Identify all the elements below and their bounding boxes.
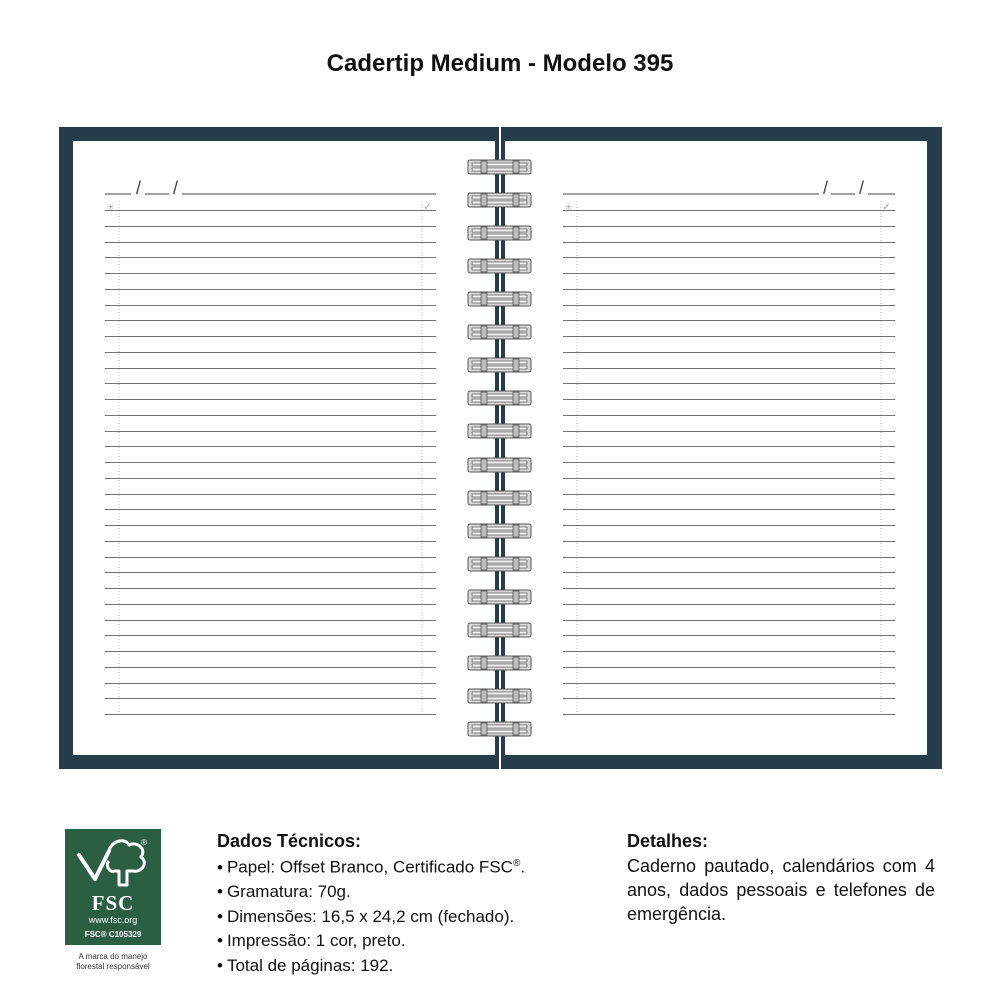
registered-mark: ® [512,858,521,869]
ruled-lines-left [73,141,495,755]
details-text: Caderno pautado, calendários com 4 anos, dados pessoais e telefones de emergência. [627,856,935,924]
fsc-wordmark: FSC [91,891,135,915]
spec-item-paper: • Papel: Offset Branco, Certificado FSC®. [217,852,525,880]
margin-check-icon: ✓ [882,200,892,213]
fsc-caption-line: florestal responsável [76,962,150,971]
fsc-registered-mark: ® [141,838,147,847]
details [627,830,935,926]
date-slash: / [859,178,865,198]
ruled-lines-right [505,141,927,755]
date-slash: / [173,178,179,198]
fsc-license-code: FSC® C105329 [84,930,142,939]
fsc-logo [65,829,161,945]
details-heading: Detalhes: [627,831,709,851]
spec-item: • Dimensões: 16,5 x 24,2 cm (fechado). [217,905,525,930]
date-slash: / [823,178,829,198]
spec-item: • Gramatura: 70g. [217,880,525,905]
fsc-caption [56,952,170,972]
fsc-caption-line: A marca do manejo [78,952,148,961]
technical-data [217,830,525,978]
fsc-tree-check-icon [65,833,161,895]
fsc-url: www.fsc.org [88,915,138,925]
spec-item: • Total de páginas: 192. [217,954,525,979]
technical-data-heading: Dados Técnicos: [217,831,362,851]
spec-item: • Impressão: 1 cor, preto. [217,929,525,954]
notebook-page-right [505,141,927,755]
margin-star-icon: ✳ [565,203,573,213]
date-slash: / [136,178,142,198]
margin-star-icon: ✳ [107,203,115,213]
margin-check-icon: ✓ [423,200,433,213]
technical-data-list [217,852,525,978]
notebook-page-left [73,141,495,755]
page-title: Cadertip Medium - Modelo 395 [326,50,674,77]
